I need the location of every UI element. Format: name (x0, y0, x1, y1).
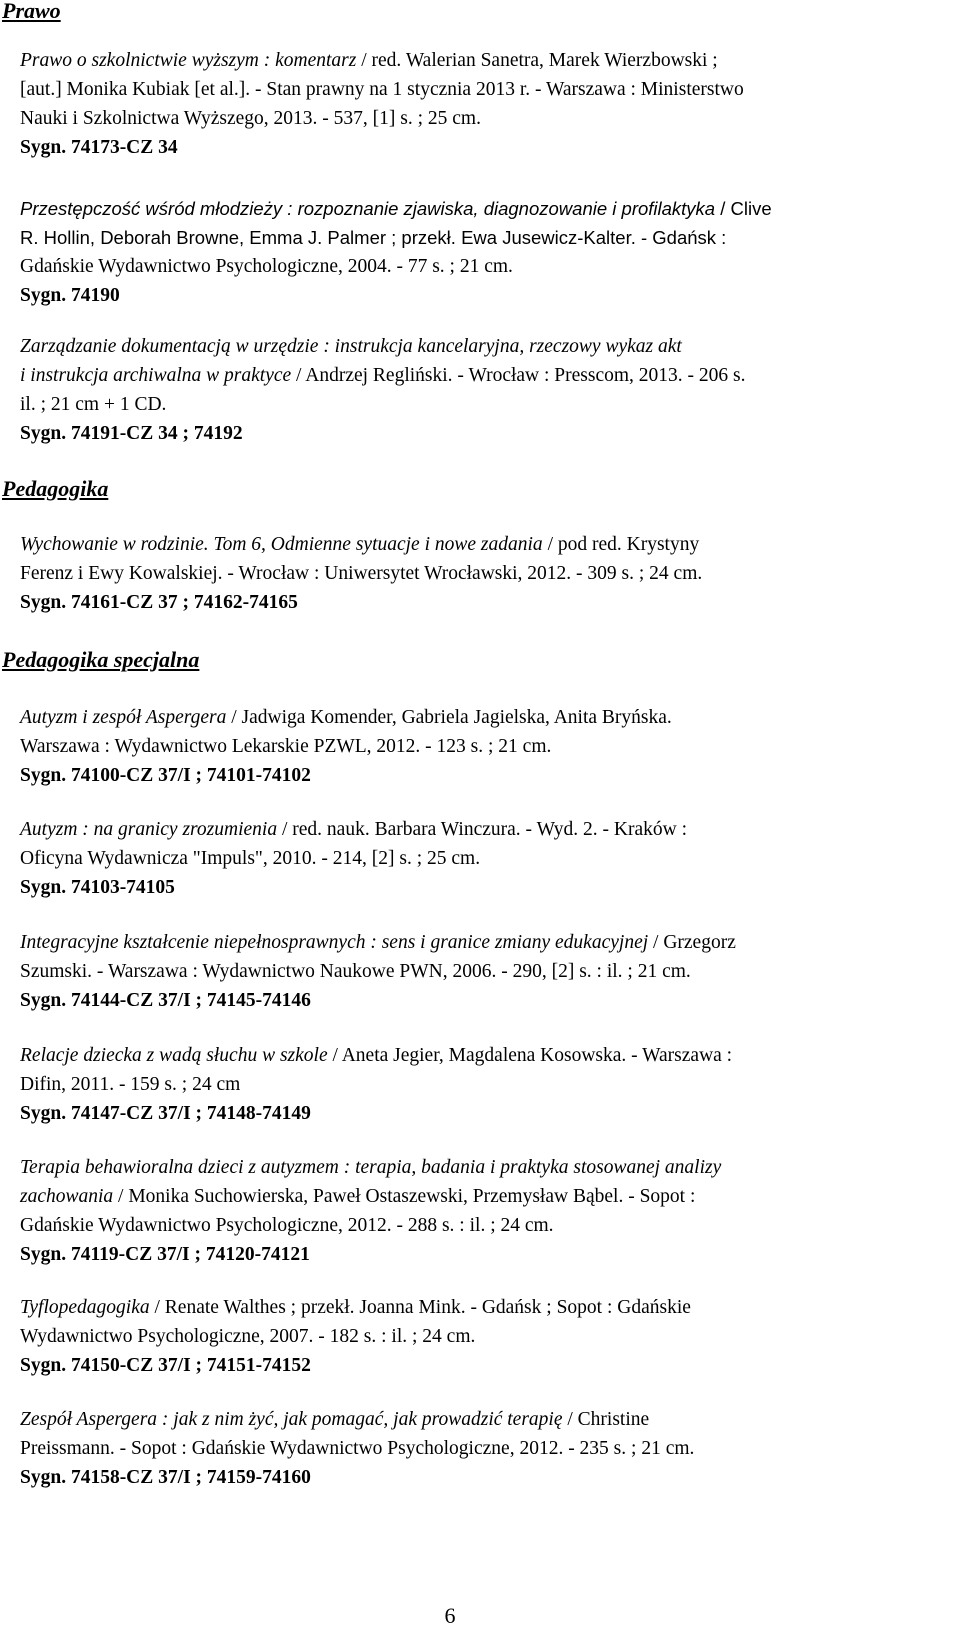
section-heading-pedagogika: Pedagogika (2, 476, 109, 501)
call-number: Sygn. 74161-CZ 37 ; 74162-74165 (20, 592, 298, 613)
section-heading-pedagogika-specjalna: Pedagogika specjalna (2, 647, 200, 672)
entry-line (20, 1041, 732, 1070)
entry-line: Gdańskie Wydawnictwo Psychologiczne, 2012. - 288 s. : il. ; 24 cm. (20, 1215, 554, 1236)
entry-tyflopedagogika (20, 1293, 691, 1380)
entry-line: [aut.] Monika Kubiak [et al.]. - Stan prawny na 1 stycznia 2013 r. - Warszawa : Ministerstwo (20, 79, 744, 100)
entry-author: / red. Walerian Sanetra, Marek Wierzbowski ; (356, 50, 718, 71)
entry-title: Relacje dziecka z wadą słuchu w szkole (20, 1045, 328, 1066)
entry-author: / Monika Suchowierska, Paweł Ostaszewski, Przemysław Bąbel. - Sopot : (113, 1186, 696, 1207)
entry-prawo-szkolnictwo (20, 46, 744, 162)
entry-author: / pod red. Krystyny (542, 534, 700, 555)
entry-line (20, 530, 702, 559)
entry-title: Zarządzanie dokumentacją w urzędzie : instrukcja kancelaryjna, rzeczowy wykaz akt (20, 336, 682, 357)
section-heading-prawo: Prawo (2, 0, 61, 23)
entry-line: Difin, 2011. - 159 s. ; 24 cm (20, 1074, 241, 1095)
call-number: Sygn. 74190 (20, 285, 120, 306)
entry-line (20, 1405, 694, 1434)
entry-author: / Clive (715, 198, 772, 219)
entry-line: Gdańskie Wydawnictwo Psychologiczne, 2004. - 77 s. ; 21 cm. (20, 256, 513, 277)
call-number: Sygn. 74103-74105 (20, 877, 175, 898)
entry-line (20, 361, 746, 390)
entry-title: Autyzm : na granicy zrozumienia (20, 819, 278, 840)
entry-title: Prawo o szkolnictwie wyższym : komentarz (20, 50, 357, 71)
page-number: 6 (444, 1603, 456, 1628)
entry-author: / Renate Walthes ; przekł. Joanna Mink. - Gdańsk ; Sopot : Gdańskie (149, 1297, 691, 1318)
entry-title: Integracyjne kształcenie niepełnosprawnych : sens i granice zmiany edukacyjnej (20, 932, 649, 953)
call-number: Sygn. 74100-CZ 37/I ; 74101-74102 (20, 765, 311, 786)
entry-line: Nauki i Szkolnictwa Wyższego, 2013. - 537, [1] s. ; 25 cm. (20, 108, 481, 129)
entry-author: / Andrzej Regliński. - Wrocław : Presscom, 2013. - 206 s. (291, 365, 746, 386)
entry-line (20, 703, 672, 732)
entry-line: Warszawa : Wydawnictwo Lekarskie PZWL, 2012. - 123 s. ; 21 cm. (20, 736, 552, 757)
entry-przestepczosc (20, 194, 772, 310)
entry-line (20, 46, 744, 75)
call-number: Sygn. 74173-CZ 34 (20, 137, 178, 158)
entry-line: Wydawnictwo Psychologiczne, 2007. - 182 s. : il. ; 24 cm. (20, 1326, 476, 1347)
entry-line (20, 928, 736, 957)
entry-title: Terapia behawioralna dzieci z autyzmem : terapia, badania i praktyka stosowanej analizy (20, 1157, 722, 1178)
call-number: Sygn. 74191-CZ 34 ; 74192 (20, 423, 243, 444)
entry-autyzm-zespol (20, 703, 672, 790)
entry-line: R. Hollin, Deborah Browne, Emma J. Palmer ; przekł. Ewa Jusewicz-Kalter. - Gdańsk : (20, 227, 727, 248)
call-number: Sygn. 74119-CZ 37/I ; 74120-74121 (20, 1244, 310, 1265)
entry-line: il. ; 21 cm + 1 CD. (20, 394, 167, 415)
entry-title: i instrukcja archiwalna w praktyce (20, 365, 292, 386)
entry-zespol-aspergera (20, 1405, 694, 1492)
entry-line (20, 1182, 721, 1211)
entry-line: Oficyna Wydawnicza "Impuls", 2010. - 214, [2] s. ; 25 cm. (20, 848, 481, 869)
entry-terapia (20, 1153, 721, 1269)
entry-line: Ferenz i Ewy Kowalskiej. - Wrocław : Uniwersytet Wrocławski, 2012. - 309 s. ; 24 cm. (20, 563, 703, 584)
entry-relacje (20, 1041, 732, 1128)
entry-line (20, 194, 772, 223)
entry-author: / Aneta Jegier, Magdalena Kosowska. - Warszawa : (327, 1045, 733, 1066)
entry-title: Zespół Aspergera : jak z nim żyć, jak pomagać, jak prowadzić terapię (20, 1409, 563, 1430)
entry-title: Autyzm i zespół Aspergera (20, 707, 227, 728)
entry-line (20, 1293, 691, 1322)
call-number: Sygn. 74150-CZ 37/I ; 74151-74152 (20, 1355, 311, 1376)
entry-title: Przestępczość wśród młodzieży : rozpoznanie zjawiska, diagnozowanie i profilaktyka (20, 198, 716, 219)
entry-author: / red. nauk. Barbara Winczura. - Wyd. 2. - Kraków : (277, 819, 688, 840)
entry-author: / Grzegorz (648, 932, 736, 953)
entry-line: Szumski. - Warszawa : Wydawnictwo Naukowe PWN, 2006. - 290, [2] s. : il. ; 21 cm. (20, 961, 691, 982)
entry-integracyjne (20, 928, 736, 1015)
call-number: Sygn. 74147-CZ 37/I ; 74148-74149 (20, 1103, 311, 1124)
entry-title: zachowania (20, 1186, 114, 1207)
entry-wychowanie (20, 530, 702, 617)
call-number: Sygn. 74158-CZ 37/I ; 74159-74160 (20, 1467, 311, 1488)
entry-line: Preissmann. - Sopot : Gdańskie Wydawnictwo Psychologiczne, 2012. - 235 s. ; 21 cm. (20, 1438, 695, 1459)
entry-title: Tyflopedagogika (20, 1297, 150, 1318)
entry-author: / Christine (562, 1409, 650, 1430)
call-number: Sygn. 74144-CZ 37/I ; 74145-74146 (20, 990, 311, 1011)
entry-zarzadzanie (20, 332, 746, 448)
entry-line (20, 815, 687, 844)
entry-autyzm-granicy (20, 815, 687, 902)
entry-title: Wychowanie w rodzinie. Tom 6, Odmienne sytuacje i nowe zadania (20, 534, 543, 555)
entry-author: / Jadwiga Komender, Gabriela Jagielska, Anita Bryńska. (226, 707, 672, 728)
